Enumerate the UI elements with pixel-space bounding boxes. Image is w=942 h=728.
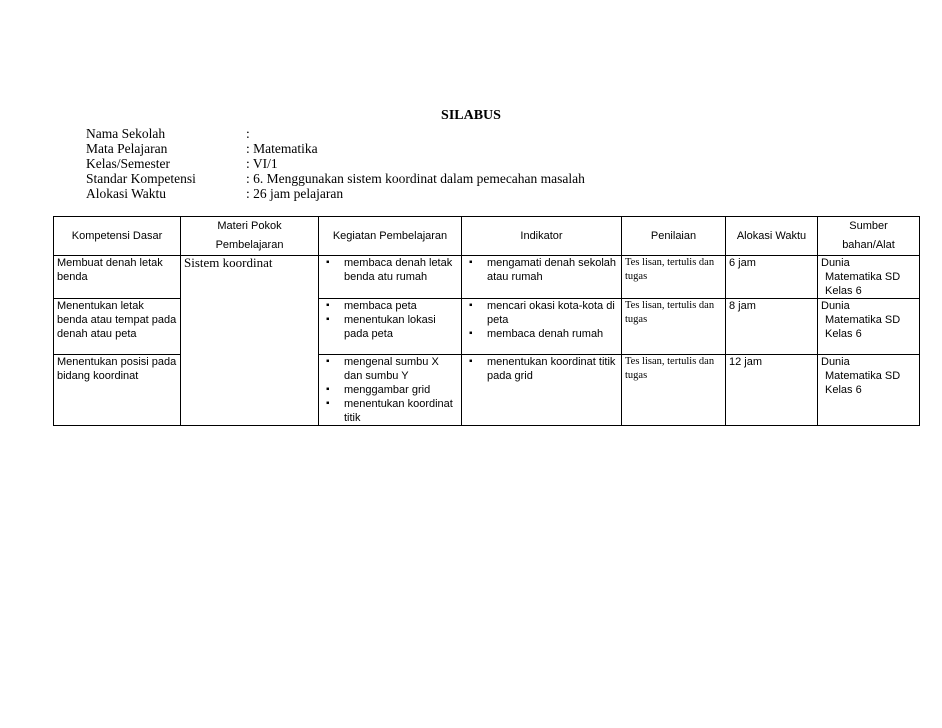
syllabus-info: [86, 126, 585, 201]
info-value: : VI/1: [246, 156, 278, 171]
info-row-time: [86, 186, 585, 201]
cell-sumber: [818, 256, 920, 299]
info-row-subject: [86, 141, 585, 156]
cell-kompetensi: Menentukan posisi pada bidang koordinat: [54, 355, 181, 426]
sumber-line: Dunia: [821, 257, 850, 269]
table-row: [54, 256, 920, 299]
cell-kegiatan: [319, 256, 462, 299]
syllabus-table: [53, 216, 920, 426]
info-row-competency: [86, 171, 585, 186]
sumber-line: Kelas 6: [825, 384, 862, 396]
header-materi-line2: Pembelajaran: [215, 239, 284, 251]
list-item: ▪ membaca denah letak benda atu rumah: [322, 256, 458, 284]
info-label: Kelas/Semester: [86, 156, 170, 171]
cell-alokasi: 12 jam: [726, 355, 818, 426]
list-item: ▪ mencari okasi kota-kota di peta: [465, 299, 618, 327]
info-row-school: [86, 126, 585, 141]
cell-sumber: [818, 355, 920, 426]
cell-kompetensi: Membuat denah letak benda: [54, 256, 181, 299]
document-title: SILABUS: [441, 108, 501, 123]
header-materi: [181, 217, 319, 256]
sumber-line: Dunia: [821, 300, 850, 312]
info-row-class: [86, 156, 585, 171]
cell-penilaian: Tes lisan, tertulis dan tugas: [622, 256, 726, 299]
header-kegiatan: Kegiatan Pembelajaran: [319, 217, 462, 256]
cell-indikator: [462, 256, 622, 299]
cell-kegiatan: [319, 355, 462, 426]
info-value: :: [246, 126, 250, 141]
cell-alokasi: 8 jam: [726, 299, 818, 355]
list-item: ▪ menggambar grid: [322, 383, 458, 397]
sumber-line: Kelas 6: [825, 328, 862, 340]
header-sumber-line2: bahan/Alat: [842, 239, 895, 251]
cell-materi: Sistem koordinat: [181, 256, 319, 426]
sumber-line: Matematika SD: [825, 370, 901, 382]
list-item: ▪ membaca peta: [322, 299, 458, 313]
cell-penilaian: Tes lisan, tertulis dan tugas: [622, 355, 726, 426]
list-item: ▪ membaca denah rumah: [465, 327, 618, 341]
cell-alokasi: 6 jam: [726, 256, 818, 299]
cell-kompetensi: Menentukan letak benda atau tempat pada denah atau peta: [54, 299, 181, 355]
cell-sumber: [818, 299, 920, 355]
sumber-line: Dunia: [821, 356, 850, 368]
list-item: ▪ mengamati denah sekolah atau rumah: [465, 256, 618, 284]
table-header-row: [54, 217, 920, 256]
cell-kegiatan: [319, 299, 462, 355]
header-sumber: [818, 217, 920, 256]
sumber-line: Matematika SD: [825, 314, 901, 326]
header-kompetensi: Kompetensi Dasar: [54, 217, 181, 256]
info-label: Standar Kompetensi: [86, 171, 196, 186]
list-item: ▪ menentukan koordinat titik pada grid: [465, 355, 618, 383]
header-materi-line1: Materi Pokok: [217, 220, 282, 232]
list-item: ▪ menentukan lokasi pada peta: [322, 313, 458, 341]
header-indikator: Indikator: [462, 217, 622, 256]
info-value: : 26 jam pelajaran: [246, 186, 344, 201]
info-label: Alokasi Waktu: [86, 186, 167, 201]
sumber-line: Matematika SD: [825, 271, 901, 283]
info-value: : 6. Menggunakan sistem koordinat dalam pemecahan masalah: [246, 171, 585, 186]
sumber-line: Kelas 6: [825, 285, 862, 297]
list-item: ▪ menentukan koordinat titik: [322, 397, 458, 425]
header-sumber-line1: Sumber: [849, 220, 888, 232]
info-label: Mata Pelajaran: [86, 141, 168, 156]
header-alokasi: Alokasi Waktu: [726, 217, 818, 256]
cell-indikator: [462, 299, 622, 355]
cell-indikator: [462, 355, 622, 426]
info-label: Nama Sekolah: [86, 126, 166, 141]
cell-penilaian: Tes lisan, tertulis dan tugas: [622, 299, 726, 355]
header-penilaian: Penilaian: [622, 217, 726, 256]
list-item: ▪ mengenal sumbu X dan sumbu Y: [322, 355, 458, 383]
info-value: : Matematika: [246, 141, 318, 156]
